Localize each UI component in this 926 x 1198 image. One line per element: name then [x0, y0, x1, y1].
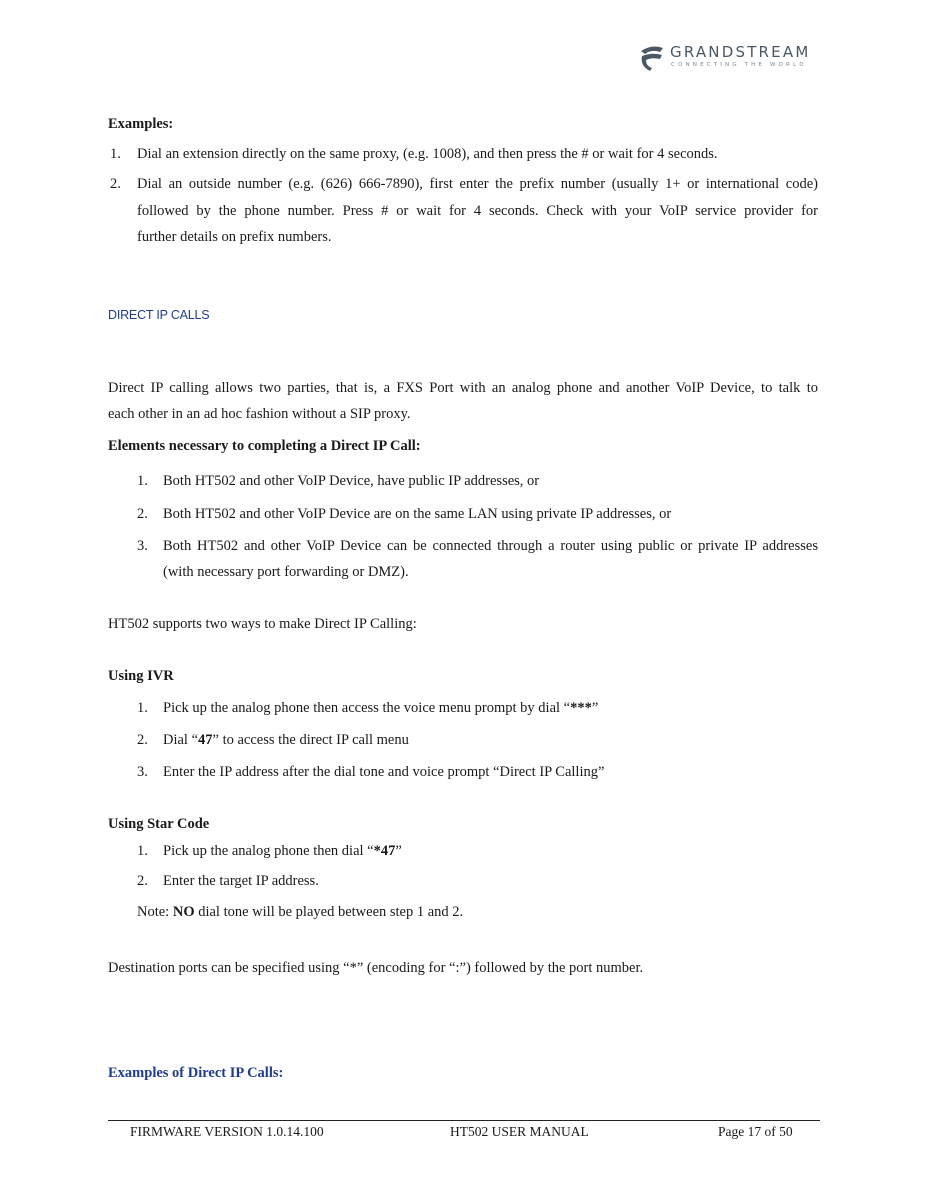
list-item-number: 1. — [110, 146, 121, 162]
note-text: Note: NO dial tone will be played between step 1 and 2. — [137, 904, 464, 920]
step-number: 1. — [137, 843, 148, 859]
step-text: Enter the IP address after the dial tone and voice prompt “Direct IP Calling” — [163, 764, 605, 780]
list-item-text: Both HT502 and other VoIP Device are on the same LAN using private IP addresses, or — [163, 506, 672, 522]
using-star-code-heading: Using Star Code — [108, 816, 210, 832]
examples-heading: Examples: — [108, 116, 174, 132]
using-ivr-heading: Using IVR — [108, 668, 174, 684]
destination-ports-text: Destination ports can be specified using “*” (encoding for “:”) followed by the port number. — [108, 960, 644, 976]
footer-divider — [108, 1120, 820, 1121]
step-text: Enter the target IP address. — [163, 873, 319, 889]
step-text: Pick up the analog phone then access the voice menu prompt by dial “***” — [163, 700, 599, 716]
step-number: 1. — [137, 700, 148, 716]
paragraph-line: HT502 supports two ways to make Direct IP Calling: — [108, 616, 417, 632]
step-number: 2. — [137, 732, 148, 748]
examples-direct-ip-heading: Examples of Direct IP Calls: — [108, 1065, 284, 1081]
step-number: 3. — [137, 764, 148, 780]
footer-page-number: Page 17 of 50 — [718, 1124, 793, 1139]
elements-heading: Elements necessary to completing a Direct IP Call: — [108, 438, 421, 454]
list-item-text: Dial an extension directly on the same proxy, (e.g. 1008), and then press the # or wait for 4 seconds. — [137, 146, 718, 162]
list-item-text: followed by the phone number. Press # or wait for 4 seconds. Check with your VoIP service provider for — [137, 203, 818, 219]
logo-brand-text: GRANDSTREAM — [670, 43, 811, 61]
footer-firmware-version: FIRMWARE VERSION 1.0.14.100 — [130, 1124, 324, 1139]
section-title: DIRECT IP CALLS — [108, 308, 210, 322]
grandstream-logo-icon — [638, 42, 666, 72]
list-item-text: Both HT502 and other VoIP Device, have public IP addresses, or — [163, 473, 540, 489]
list-item-text: (with necessary port forwarding or DMZ). — [163, 564, 409, 580]
grandstream-logo — [638, 42, 824, 72]
list-item-text: Both HT502 and other VoIP Device can be connected through a router using public or private IP addresses — [163, 538, 818, 554]
logo-tagline: CONNECTING THE WORLD — [671, 62, 807, 68]
paragraph-line: each other in an ad hoc fashion without a SIP proxy. — [108, 406, 411, 422]
step-text: Pick up the analog phone then dial “*47” — [163, 843, 402, 859]
step-text: Dial “47” to access the direct IP call menu — [163, 732, 409, 748]
list-item-number: 2. — [137, 506, 148, 522]
list-item-number: 3. — [137, 538, 148, 554]
list-item-text: Dial an outside number (e.g. (626) 666-7890), first enter the prefix number (usually 1+ or international code) — [137, 176, 818, 192]
list-item-number: 1. — [137, 473, 148, 489]
list-item-text: further details on prefix numbers. — [137, 229, 332, 245]
list-item-number: 2. — [110, 176, 121, 192]
paragraph-line: Direct IP calling allows two parties, that is, a FXS Port with an analog phone and another VoIP Device, to talk to — [108, 380, 818, 396]
step-number: 2. — [137, 873, 148, 889]
footer-manual-title: HT502 USER MANUAL — [450, 1124, 589, 1139]
